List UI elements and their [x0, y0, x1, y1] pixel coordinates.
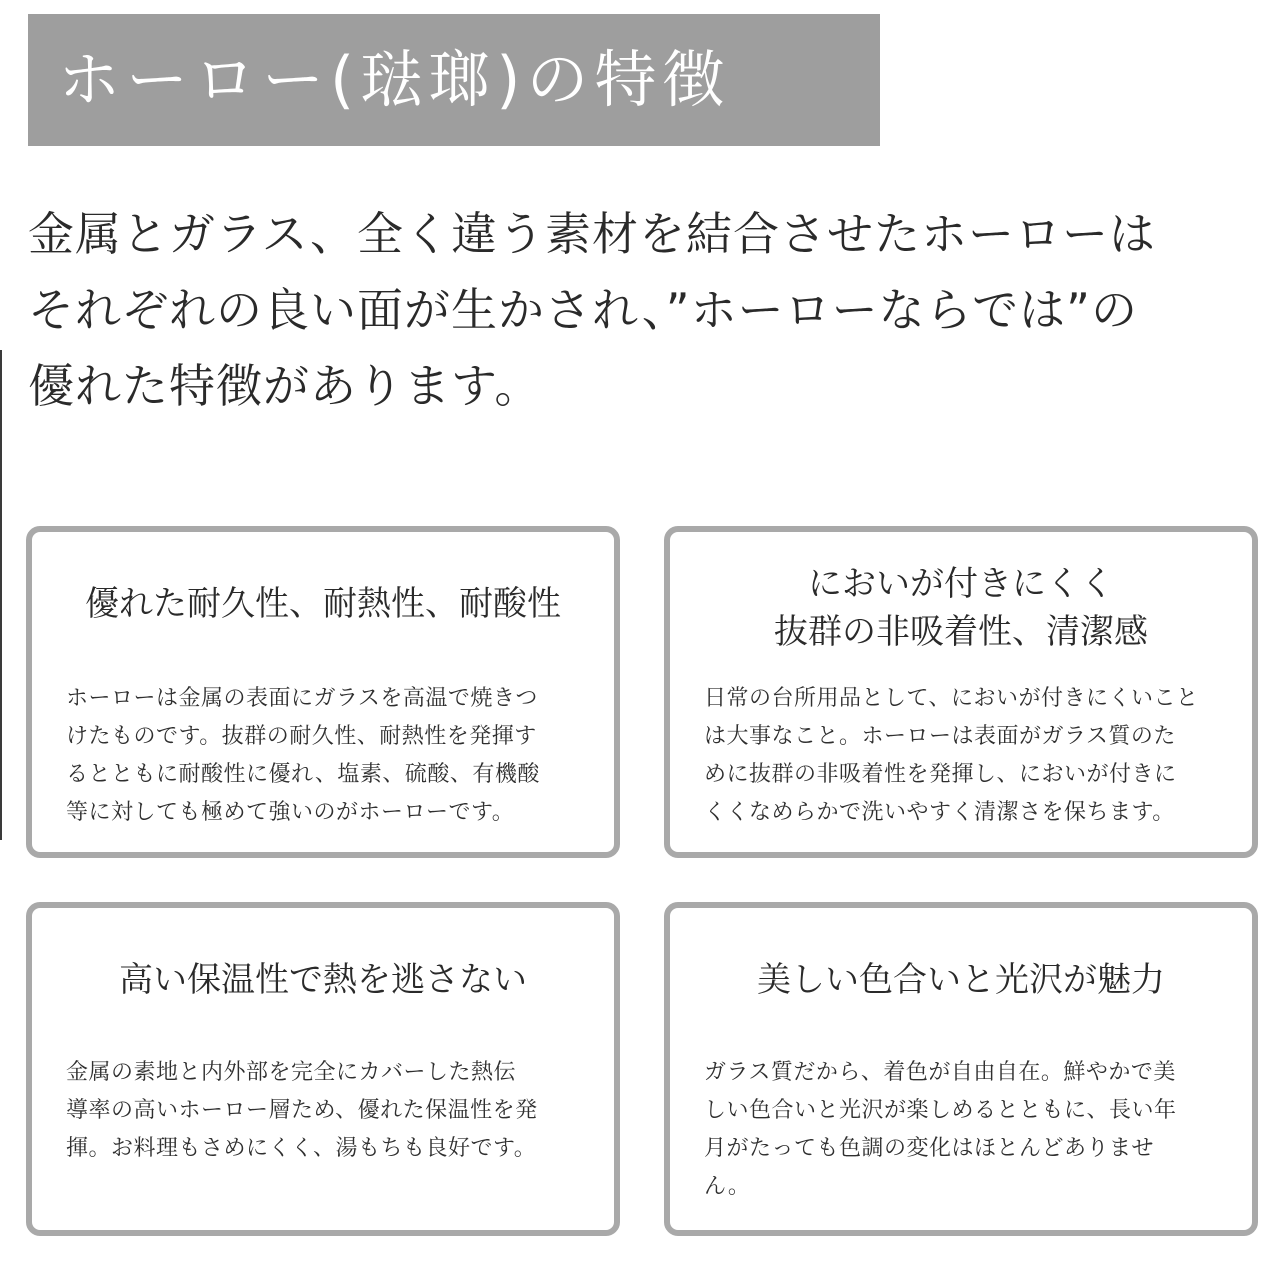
card-heading — [32, 580, 614, 628]
card-heading-line: においが付きにくく — [808, 564, 1114, 604]
card-body-line: ガラス質だから、着色が自由自在。鮮やかで美 — [704, 1060, 1176, 1085]
card-body-line: 導率の高いホーロー層ため、優れた保温性を発 — [66, 1098, 538, 1123]
card-body — [704, 1054, 1232, 1206]
feature-card-durability — [26, 526, 620, 858]
card-body — [704, 680, 1232, 832]
card-body-line: ホーローは金属の表面にガラスを高温で焼きつ — [66, 686, 538, 711]
card-body-line: 金属の素地と内外部を完全にカバーした熱伝 — [66, 1060, 517, 1085]
card-body-line: めに抜群の非吸着性を発揮し、においが付きに — [704, 762, 1177, 787]
card-body-line: 等に対しても極めて強いのがホーローです。 — [66, 800, 515, 825]
card-body — [66, 680, 594, 832]
feature-card-odor-resistance — [664, 526, 1258, 858]
card-body-line: ん。 — [704, 1174, 751, 1199]
card-body-line: 月がたっても色調の変化はほとんどありませ — [704, 1136, 1155, 1161]
card-heading — [670, 560, 1252, 656]
card-body-line: は大事なこと。ホーローは表面がガラス質のた — [704, 724, 1176, 749]
title-banner — [28, 14, 880, 146]
feature-card-color-gloss — [664, 902, 1258, 1236]
intro-line: 優れた特徴があります。 — [28, 359, 542, 413]
intro-paragraph — [28, 196, 1268, 424]
card-body-line: るとともに耐酸性に優れ、塩素、硫酸、有機酸 — [66, 762, 540, 787]
card-body-line: けたものです。抜群の耐久性、耐熱性を発揮す — [66, 724, 537, 749]
card-heading-line: 抜群の非吸着性、清潔感 — [774, 612, 1148, 652]
card-heading — [32, 956, 614, 1004]
feature-card-heat-retention — [26, 902, 620, 1236]
card-heading-line: 高い保温性で熱を逃さない — [119, 960, 527, 1000]
intro-line: 金属とガラス、全く違う素材を結合させたホーローは — [28, 207, 1156, 261]
side-divider — [0, 350, 2, 840]
card-heading — [670, 956, 1252, 1004]
card-heading-line: 美しい色合いと光沢が魅力 — [757, 960, 1165, 1000]
card-body-line: しい色合いと光沢が楽しめるとともに、長い年 — [704, 1098, 1177, 1123]
intro-line: それぞれの良い面が生かされ、”ホーローならでは”の — [28, 283, 1138, 337]
page-title: ホーロー(琺瑯)の特徴 — [58, 43, 731, 116]
card-body-line: くくなめらかで洗いやすく清潔さを保ちます。 — [704, 800, 1175, 825]
card-body — [66, 1054, 594, 1168]
card-body-line: 揮。お料理もさめにくく、湯もちも良好です。 — [66, 1136, 537, 1161]
card-heading-line: 優れた耐久性、耐熱性、耐酸性 — [85, 584, 561, 624]
card-body-line: 日常の台所用品として、においが付きにくいこと — [704, 686, 1199, 711]
